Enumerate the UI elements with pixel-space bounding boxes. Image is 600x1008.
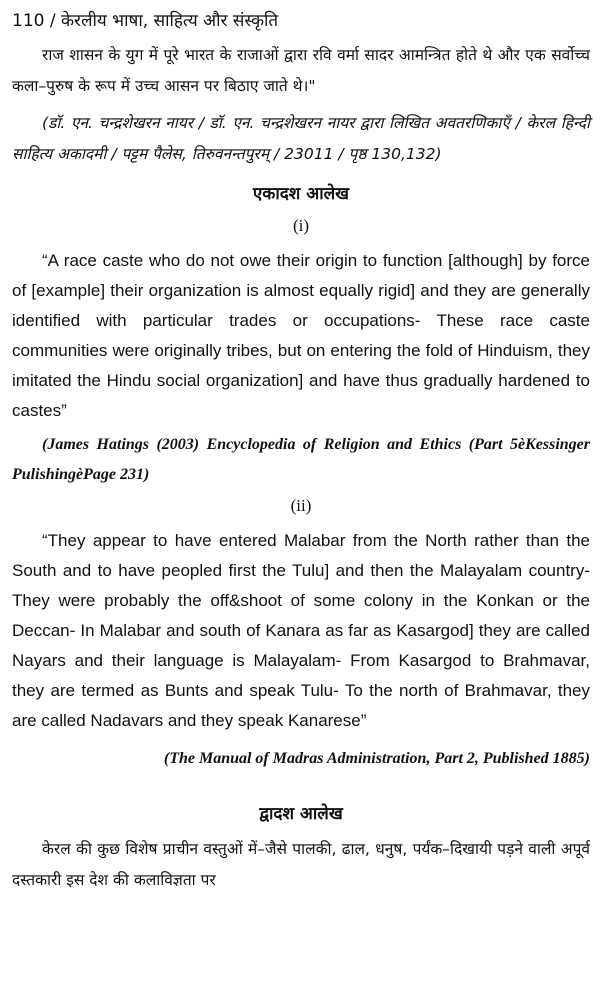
citation-i: (James Hatings (2003) Encyclopedia of Religion and Ethics (Part 5èKessinger PulishingèPage 231): [12, 436, 590, 483]
item-label-i: (i): [292, 216, 310, 235]
intro-citation: (डॉ. एन. चन्द्रशेखरन नायर / डॉ. एन. चन्द्रशेखरन नायर द्वारा लिखित अवतरणिकाएँ / केरल हिन्दी साहित्य अकादमी / पट्टम पैलेस, तिरुवनन्तपुरम् / 23011 / पृष्ठ 130,132): [12, 114, 590, 163]
intro-paragraph: राज शासन के युग में पूरे भारत के राजाओं द्वारा रवि वर्मा सादर आमन्त्रित होते थे और एक सर्वोच्च कला–पुरुष के रूप में उच्च आसन पर बिठाए जाते थे।": [12, 46, 590, 95]
section-12-paragraph: केरल की कुछ विशेष प्राचीन वस्तुओं में–जैसे पालकी, ढाल, धनुष, पर्यंक–दिखायी पड़ने वाली अपूर्व दस्तकारी इस देश की कलाविज्ञता पर: [12, 840, 590, 889]
running-head: 110 / केरलीय भाषा, साहित्य और संस्कृति: [12, 11, 279, 31]
quote-i: “A race caste who do not owe their origin to function [although] by force of [example] their organization is almost equally rigid] and they are generally identified with particular trades or occupations- These race caste communities were originally tribes, but on entering the fold of Hinduism, they imitated the Hindu social organization] and have thus gradually hardened to castes”: [12, 251, 590, 420]
citation-ii: (The Manual of Madras Administration, Part 2, Published 1885): [163, 750, 590, 767]
quote-ii: “They appear to have entered Malabar from the North rather than the South and to have peopled first the Tulu] and then the Malayalam country- They were probably the off&shoot of some colony in the Konkan or the Deccan- In Malabar and south of Kanara as far as Kasargod] they are called Nayars and their language is Malayalam- From Kasargod to Brahmavar, they are termed as Bunts and speak Tulu- To the north of Brahmavar, they are called Nadavars and they speak Kanarese”: [12, 531, 590, 730]
section-heading-11: एकादश आलेख: [252, 184, 350, 204]
item-label-ii: (ii): [290, 496, 312, 515]
section-heading-12: द्वादश आलेख: [259, 804, 343, 824]
